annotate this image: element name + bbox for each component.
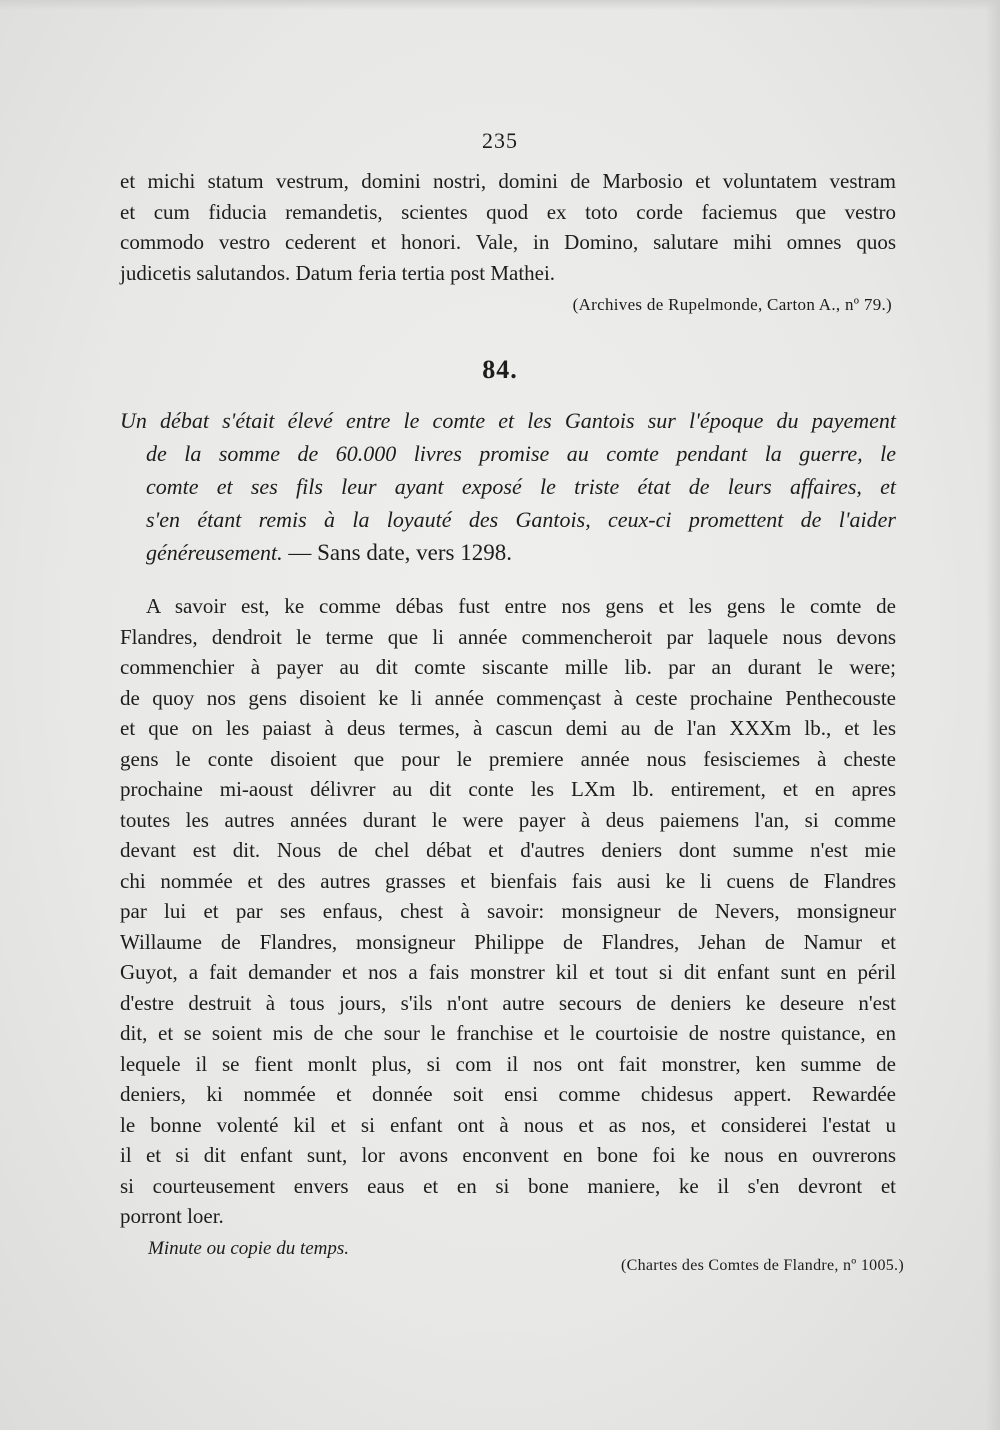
document-summary [120,404,896,569]
text-line: lequele il se fient monlt plus, si com il nos ont fait monstrer, ken summe de [120,1051,896,1076]
intro-paragraph [120,166,896,288]
text-line: chi nommée et des autres grasses et bienfais fais ausi ke li cuens de Flandres [120,868,896,893]
summary-line: Un débat s'était élevé entre le comte et les Gantois sur l'époque du payement [120,408,896,433]
text-line: par lui et par ses enfaus, chest à savoir: monsigneur de Nevers, monsigneur [120,899,896,923]
text-line: Flandres, dendroit le terme que li année commencheroit par laquele nous devons [120,624,896,649]
text-line: dit, et se soient mis de che sour le franchise et le courtoisie de nostre quistance, en [120,1021,896,1045]
archive-reference: (Archives de Rupelmonde, Carton A., nº 79.) [572,295,892,314]
text-line: commenchier à payer au dit comte siscante mille lib. par an durant le were; [120,655,896,679]
text-line: le bonne volenté kil et si enfant ont à nous et as nos, et considerei l'estat u [120,1112,896,1137]
summary-line: s'en étant remis à la loyauté des Gantois, ceux-ci promettent de l'aider [146,507,896,532]
text-line: devant est dit. Nous de chel débat et d'autres deniers dont summe n'est mie [120,838,896,862]
page-top-shadow [0,0,1000,10]
text-line: il et si dit enfant sunt, lor avons enconvent en bone foi ke nous en ouvrerons [120,1143,896,1167]
text-line: porront loer. [120,1204,224,1228]
text-line: et cum fiducia remandetis, scientes quod ex toto corde faciemus que vestro [120,199,896,224]
summary-line: comte et ses fils leur ayant exposé le triste état de leurs affaires, et [146,474,896,499]
summary-last-line [120,536,896,569]
text-line: judicetis salutandos. Datum feria tertia post Mathei. [120,260,556,285]
text-line: toutes les autres années durant le were payer à deus paiemens l'an, si comme [120,807,896,832]
text-line: d'estre destruit à tous jours, s'ils n'ont autre secours de deniers ke deseure n'est [120,990,896,1015]
page-right-shadow [986,0,1000,1430]
text-line: prochaine mi-aoust délivrer au dit conte les LXm lb. entirement, et en apres [120,777,896,801]
summary-last-word: généreusement. [146,540,283,565]
text-line: Willaume de Flandres, monsigneur Philippe de Flandres, Jehan de Namur et [120,929,896,954]
text-line: si courteusement envers eaus et en si bone maniere, ke il s'en devront et [120,1173,896,1198]
charter-reference: (Chartes des Comtes de Flandre, nº 1005.) [621,1257,904,1274]
text-line: de quoy nos gens disoient ke li année commençast à ceste prochaine Penthecouste [120,685,896,710]
minute-note: Minute ou copie du temps. [148,1238,350,1259]
text-line: et que on les paiast à deus termes, à cascun demi au de l'an XXXm lb., et les [120,716,896,740]
text-line: deniers, ki nommée et donnée soit ensi comme chidesus appert. Rewardée [120,1082,896,1106]
document-number: 84. [482,355,518,384]
date-note: — Sans date, vers 1298. [282,540,512,565]
text-line: et michi statum vestrum, domini nostri, domini de Marbosio et voluntatem vestram [120,169,896,193]
page-number: 235 [482,128,518,153]
main-paragraph [120,591,896,1232]
text-line: Guyot, a fait demander et nos a fais monstrer kil et tout si dit enfant sunt en péril [120,960,896,984]
summary-line: de la somme de 60.000 livres promise au comte pendant la guerre, le [146,441,896,466]
text-line: commodo vestro cederent et honori. Vale, in Domino, salutare mihi omnes quos [120,230,896,254]
text-line: A savoir est, ke comme débas fust entre nos gens et les gens le comte de [146,594,896,618]
text-line: gens le conte disoient que pour le premiere année nous fesisciemes à cheste [120,746,896,771]
